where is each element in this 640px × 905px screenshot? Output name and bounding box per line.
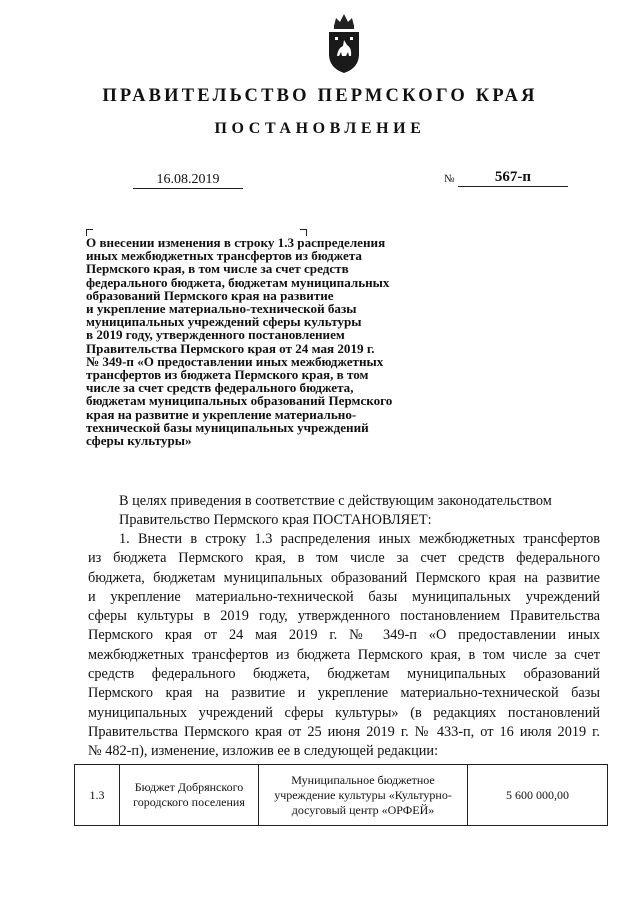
body-line: из бюджета Пермского края, в том числе за счет средств федерального bbox=[88, 550, 600, 567]
document-type: ПОСТАНОВЛЕНИЕ bbox=[214, 120, 426, 137]
clause-1-paragraph bbox=[88, 530, 600, 762]
subject-line: Пермского края, в том числе за счет средств bbox=[86, 261, 349, 277]
subject-line: образований Пермского края на развитие bbox=[86, 287, 334, 303]
subject-line: в 2019 году, утвержденного постановлением bbox=[86, 327, 345, 343]
body-line: № 482-п), изменение, изложив ее в следующей редакции: bbox=[88, 743, 439, 760]
subject-line: технической базы муниципальных учреждений bbox=[86, 419, 369, 435]
body-line: муниципальных учреждений сферы культуры» (в редакциях постановлений bbox=[88, 704, 600, 721]
document-number: 567-п bbox=[458, 168, 568, 187]
distribution-table bbox=[74, 764, 608, 826]
subject-line: Правительства Пермского края от 24 мая 2019 г. bbox=[86, 340, 375, 356]
body-line: межбюджетных трансфертов из бюджета Пермского края, в том числе за счет bbox=[88, 646, 600, 663]
intro-line: Правительство Пермского края ПОСТАНОВЛЯЕТ: bbox=[119, 512, 432, 528]
intro-paragraph bbox=[119, 492, 552, 530]
body-line: бюджета, бюджетам муниципальных образований Пермского края на развитие bbox=[88, 569, 600, 586]
subject-line: числе за счет средств федерального бюджета, bbox=[86, 380, 354, 396]
amount-cell: 5 600 000,00 bbox=[468, 765, 608, 826]
number-sign: № bbox=[444, 173, 455, 185]
subject-line: федерального бюджета, бюджетам муниципальных bbox=[86, 274, 390, 290]
perm-krai-coat-of-arms-icon bbox=[326, 10, 362, 74]
budget-cell: Бюджет Добрянского городского поселения bbox=[120, 765, 259, 826]
subject-line: сферы культуры» bbox=[86, 433, 192, 449]
body-line: и укрепление материально-технической базы муниципальных учреждений bbox=[88, 588, 600, 605]
organization-title: ПРАВИТЕЛЬСТВО ПЕРМСКОГО КРАЯ bbox=[102, 86, 538, 106]
row-number-cell: 1.3 bbox=[75, 765, 120, 826]
body-line: Правительства Пермского края от 25 июня 2019 г. № 433-п, от 16 июля 2019 г. bbox=[88, 723, 600, 740]
institution-cell: Муниципальное бюджетное учреждение культуры «Культурно-досуговый центр «ОРФЕЙ» bbox=[259, 765, 468, 826]
subject-line: муниципальных учреждений сферы культуры bbox=[86, 314, 362, 330]
table-row bbox=[75, 765, 608, 826]
subject-line: и укрепление материально-технической базы bbox=[86, 301, 357, 317]
subject-line: края на развитие и укрепление материально- bbox=[86, 406, 357, 422]
body-line: сферы культуры в 2019 году, утвержденного постановлением Правительства bbox=[88, 608, 600, 625]
subject-line: иных межбюджетных трансфертов из бюджета bbox=[86, 248, 362, 264]
body-line: Пермского края от 24 мая 2019 г. № 349-п «О предоставлении иных bbox=[88, 627, 600, 644]
body-line: 1. Внести в строку 1.3 распределения иных межбюджетных трансфертов bbox=[119, 531, 600, 547]
subject-line: № 349-п «О предоставлении иных межбюджетных bbox=[86, 353, 384, 369]
body-line: Пермского края на развитие и укрепление материально-технической базы bbox=[88, 685, 600, 702]
intro-line: В целях приведения в соответствие с действующим законодательством bbox=[119, 493, 552, 509]
subject-line: трансфертов из бюджета Пермского края, в том bbox=[86, 367, 369, 383]
document-date: 16.08.2019 bbox=[133, 172, 243, 189]
body-line: средств федерального бюджета, бюджетам муниципальных образований bbox=[88, 666, 600, 683]
document-subject bbox=[86, 236, 466, 447]
subject-line: О внесении изменения в строку 1.3 распределения bbox=[86, 235, 386, 250]
subject-line: бюджетам муниципальных образований Пермского bbox=[86, 393, 393, 409]
